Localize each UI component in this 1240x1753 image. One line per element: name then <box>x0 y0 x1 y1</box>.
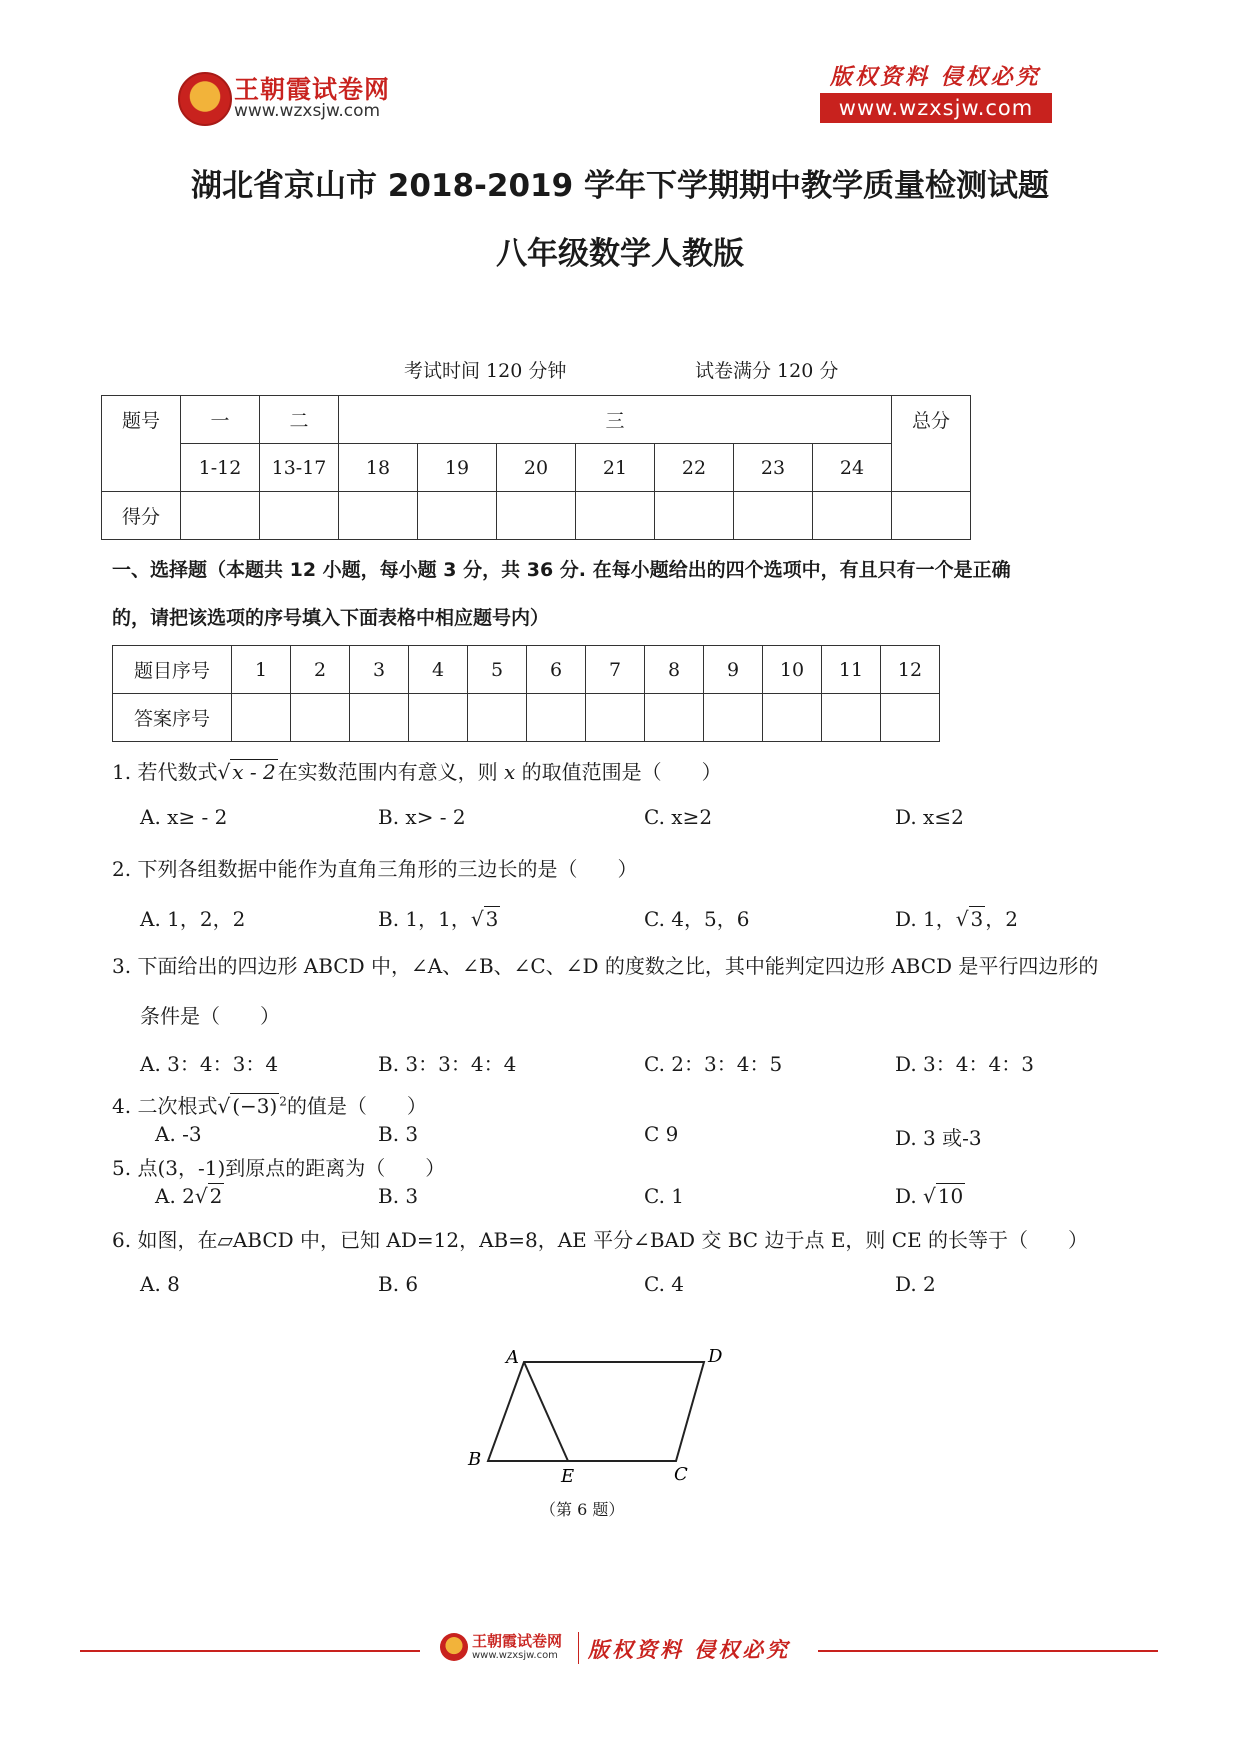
q6-option-d: D. 2 <box>895 1272 936 1296</box>
range-cell: 19 <box>418 444 497 492</box>
question-5: 5. 点(3，-1)到原点的距离为（ ） <box>112 1156 446 1180</box>
sqrt-icon: √ <box>217 1094 231 1118</box>
q1-option-d: D. x≤2 <box>895 805 964 829</box>
answer-cell <box>822 694 881 742</box>
exam-title: 湖北省京山市 2018-2019 学年下学期期中教学质量检测试题 <box>190 168 1049 204</box>
q1-option-c: C. x≥2 <box>644 805 713 829</box>
answer-cell <box>586 694 645 742</box>
score-cell <box>339 492 418 540</box>
footer-logo-name: 王朝霞试卷网 <box>472 1632 563 1650</box>
score-cell <box>497 492 576 540</box>
score-row-label-number: 题号 <box>102 396 181 492</box>
answer-cell <box>704 694 763 742</box>
question-3-line2: 条件是（ ） <box>140 1004 280 1028</box>
q4-option-b: B. 3 <box>378 1122 419 1146</box>
copyright-notice: 版权资料 侵权必究 <box>830 64 1041 90</box>
answer-cell <box>527 694 586 742</box>
sqrt-icon: √ <box>217 760 231 784</box>
total-score-label: 总分 <box>892 396 971 492</box>
q2-option-a: A. 1，2，2 <box>140 907 246 931</box>
label-d: D <box>708 1346 723 1367</box>
radicand: x - 2 <box>232 760 276 784</box>
section-label-1: 一 <box>181 396 260 444</box>
answer-number: 9 <box>704 646 763 694</box>
q4-option-c: C 9 <box>644 1122 679 1146</box>
q4-option-a: A. -3 <box>155 1122 202 1146</box>
score-cell <box>418 492 497 540</box>
question-6: 6. 如图，在▱ABCD 中，已知 AD=12，AB=8，AE 平分∠BAD 交 BC 边于点 E，则 CE 的长等于（ ） <box>112 1228 1089 1252</box>
score-table <box>101 395 971 540</box>
q1-option-a: A. x≥ - 2 <box>140 805 228 829</box>
range-cell: 18 <box>339 444 418 492</box>
answer-number: 2 <box>291 646 350 694</box>
score-cell <box>181 492 260 540</box>
answer-cell <box>881 694 940 742</box>
answer-cell <box>763 694 822 742</box>
figure-caption: （第 6 题） <box>540 1500 625 1519</box>
q5-option-b: B. 3 <box>378 1184 419 1208</box>
q5-option-c: C. 1 <box>644 1184 685 1208</box>
footer-separator <box>578 1632 579 1664</box>
exam-subtitle: 八年级数学人教版 <box>496 236 744 272</box>
q6-option-a: A. 8 <box>140 1272 180 1296</box>
answer-number: 12 <box>881 646 940 694</box>
logo-seal-icon <box>178 72 232 126</box>
answer-row-label-number: 题目序号 <box>113 646 232 694</box>
q2-option-b: B. 1，1，√ 3 <box>378 907 499 931</box>
footer-logo-url: www.wzxsjw.com <box>472 1650 558 1661</box>
footer-divider-left <box>80 1650 420 1652</box>
sqrt-icon: √ <box>470 907 484 931</box>
question-3: 3. 下面给出的四边形 ABCD 中，∠A、∠B、∠C、∠D 的度数之比，其中能判定四边形 ABCD 是平行四边形的 <box>112 954 1099 978</box>
answer-number: 3 <box>350 646 409 694</box>
answer-table <box>112 645 940 742</box>
answer-number: 1 <box>232 646 291 694</box>
sqrt-icon: √ <box>923 1184 936 1208</box>
q3-option-d: D. 3：4：4：3 <box>895 1052 1034 1076</box>
answer-cell <box>468 694 527 742</box>
q5-option-a: A. 2√ 2 <box>155 1184 223 1208</box>
answer-number: 8 <box>645 646 704 694</box>
exam-full-score: 试卷满分 120 分 <box>695 360 839 382</box>
range-cell: 20 <box>497 444 576 492</box>
logo-url: www.wzxsjw.com <box>234 101 381 121</box>
answer-number: 5 <box>468 646 527 694</box>
range-cell: 1-12 <box>181 444 260 492</box>
q4-option-d: D. 3 或-3 <box>895 1126 982 1150</box>
score-cell <box>734 492 813 540</box>
q3-option-c: C. 2：3：4：5 <box>644 1052 783 1076</box>
answer-cell <box>645 694 704 742</box>
answer-number: 4 <box>409 646 468 694</box>
q3-option-a: A. 3：4：3：4 <box>140 1052 279 1076</box>
footer-divider-right <box>818 1650 1158 1652</box>
answer-cell <box>232 694 291 742</box>
section1-heading-line1: 一、选择题（本题共 12 小题，每小题 3 分，共 36 分. 在每小题给出的四个选项中，有且只有一个是正确 <box>112 559 1011 581</box>
sqrt-icon: √ <box>194 1184 208 1208</box>
q6-option-c: C. 4 <box>644 1272 685 1296</box>
q1-option-b: B. x> - 2 <box>378 805 466 829</box>
parallelogram-figure <box>460 1340 740 1485</box>
q6-option-b: B. 6 <box>378 1272 419 1296</box>
footer-copyright: 版权资料 侵权必究 <box>588 1637 791 1662</box>
exam-time: 考试时间 120 分钟 <box>404 360 567 382</box>
q3-option-b: B. 3：3：4：4 <box>378 1052 517 1076</box>
answer-number: 7 <box>586 646 645 694</box>
answer-cell <box>409 694 468 742</box>
score-row-label: 得分 <box>102 492 181 540</box>
range-cell: 21 <box>576 444 655 492</box>
q2-option-c: C. 4，5，6 <box>644 907 750 931</box>
sqrt-icon: √ <box>955 907 969 931</box>
score-cell <box>655 492 734 540</box>
segment-ae <box>524 1362 568 1461</box>
range-cell: 22 <box>655 444 734 492</box>
label-c: C <box>674 1464 688 1485</box>
section-label-3: 三 <box>339 396 892 444</box>
footer-logo-icon <box>440 1633 468 1661</box>
answer-number: 11 <box>822 646 881 694</box>
copyright-url: www.wzxsjw.com <box>820 93 1052 123</box>
q2-option-d: D. 1，√ 3 ，2 <box>895 907 1018 931</box>
answer-number: 6 <box>527 646 586 694</box>
score-cell <box>260 492 339 540</box>
parallelogram-abcd <box>488 1362 704 1461</box>
logo-name: 王朝霞试卷网 <box>234 75 391 104</box>
score-cell <box>576 492 655 540</box>
label-e: E <box>561 1466 575 1485</box>
question-2: 2. 下列各组数据中能作为直角三角形的三边长的是（ ） <box>112 857 638 881</box>
answer-cell <box>291 694 350 742</box>
label-b: B <box>468 1449 482 1470</box>
range-cell: 23 <box>734 444 813 492</box>
answer-row-label: 答案序号 <box>113 694 232 742</box>
score-cell <box>892 492 971 540</box>
section-label-2: 二 <box>260 396 339 444</box>
answer-number: 10 <box>763 646 822 694</box>
score-cell <box>813 492 892 540</box>
range-cell: 24 <box>813 444 892 492</box>
question-1: 1. 若代数式√ x - 2 在实数范围内有意义，则 x 的取值范围是（ ） <box>112 760 722 784</box>
label-a: A <box>506 1347 519 1368</box>
section1-heading-line2: 的，请把该选项的序号填入下面表格中相应题号内） <box>112 607 550 629</box>
question-4: 4. 二次根式√ (−3) $^2$的值是（ ） <box>112 1094 427 1118</box>
q5-option-d: D. √ 10 <box>895 1184 964 1208</box>
range-cell: 13-17 <box>260 444 339 492</box>
answer-cell <box>350 694 409 742</box>
